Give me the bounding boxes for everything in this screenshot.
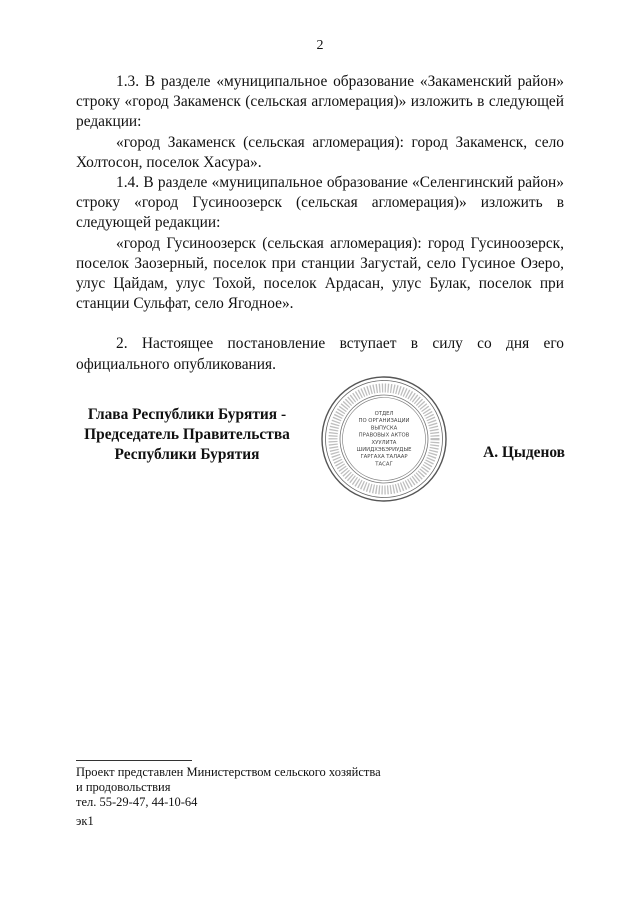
seal-text-line: ПРАВОВЫХ АКТОВ [358, 432, 410, 439]
paragraph-1-4-quote: «город Гусиноозерск (сельская агломерация): город Гусиноозерск, поселок Заозерный, поселок при станции Загустай, село Гусиное Озеро, улус Цайдам, улус Тохой, поселок Ардасан, улус Булак, поселок при станции Сульфат, село Ягодное». [76, 234, 564, 313]
seal-text-line: ТАСАГ [375, 461, 393, 468]
official-seal [320, 375, 448, 503]
signatory-name: А. Цыденов [483, 444, 565, 461]
seal-text-line: ХУУЛИТА [371, 439, 397, 446]
document-code: эк1 [76, 814, 94, 828]
signatory-title-line-1: Глава Республики Бурятия - [87, 406, 287, 423]
signatory-title-line-3: Республики Бурятия [114, 446, 260, 463]
paragraph-2: 2. Настоящее постановление вступает в силу со дня его официального опубликования. [76, 335, 564, 373]
footnote-line-2: и продовольствия [76, 780, 171, 794]
footnote-line-1: Проект представлен Министерством сельского хозяйства [76, 765, 381, 779]
footnote [76, 765, 381, 810]
seal-text-line: ВЫПУСКА [370, 425, 398, 432]
paragraph-gap [76, 314, 564, 334]
paragraph-1-3: 1.3. В разделе «муниципальное образование «Закаменский район» строку «город Закаменск (сельская агломерация)» изложить в следующей редакции: [76, 73, 564, 131]
signatory-title-line-2: Председатель Правительства [84, 426, 290, 443]
paragraph-1-4: 1.4. В разделе «муниципальное образование «Селенгинский район» строку «город Гусиноозерск (сельская агломерация)» изложить в следующей редакции: [76, 174, 564, 232]
seal-text-line: ОТДЕЛ [374, 411, 394, 417]
seal-text-line: ПО ОРГАНИЗАЦИИ [358, 418, 410, 425]
footnote-phone: тел. 55-29-47, 44-10-64 [76, 795, 198, 809]
seal-text-line: ГАРГАХА ТАЛААР [360, 454, 408, 461]
footnote-divider [76, 760, 192, 761]
document-body [76, 72, 564, 375]
paragraph-1-3-quote: «город Закаменск (сельская агломерация): город Закаменск, село Холтосон, поселок Хасура». [76, 133, 564, 171]
seal-text-line: ШИИДХЭБЭРИУДЫЕ [356, 447, 412, 453]
page-number: 2 [316, 38, 324, 53]
signatory-title [78, 405, 296, 465]
